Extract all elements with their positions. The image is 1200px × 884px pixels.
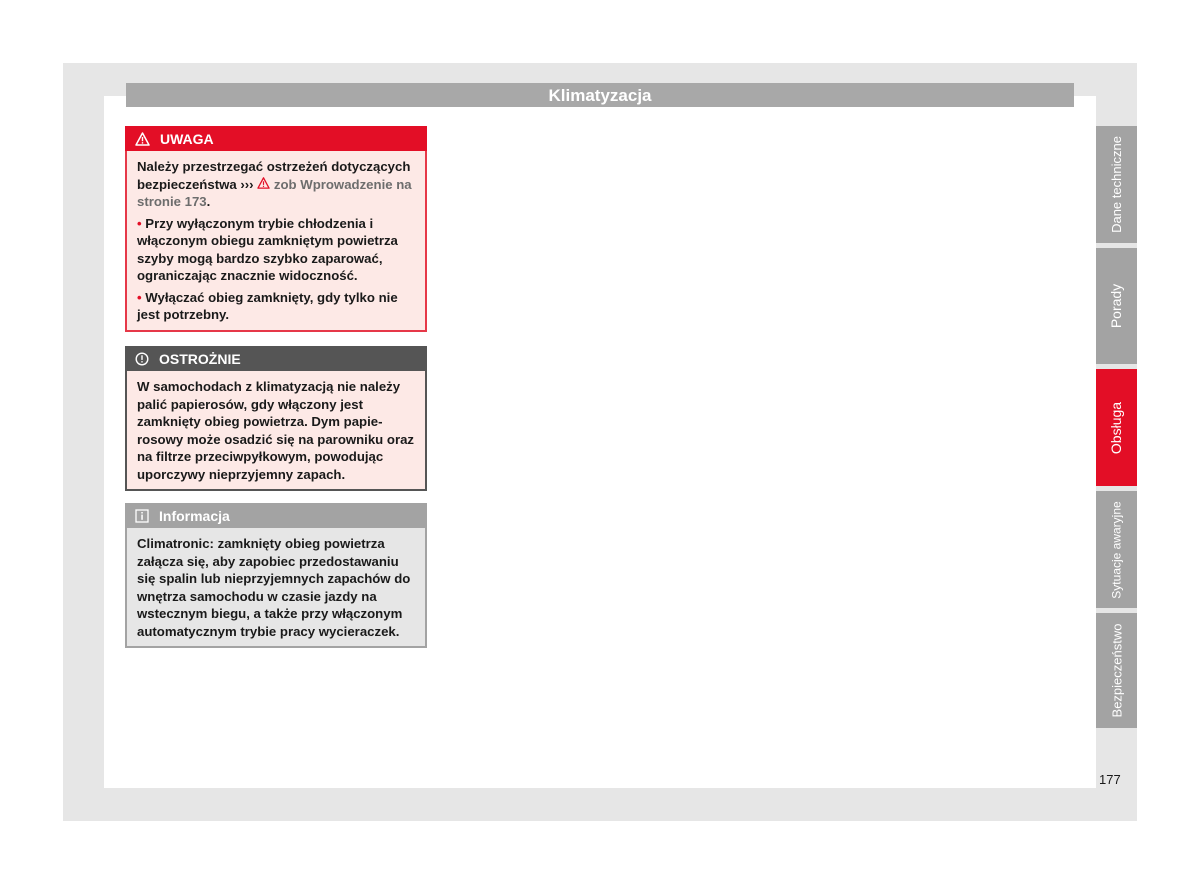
tab-bezpieczenstwo[interactable]: [1096, 613, 1137, 728]
tab-porady[interactable]: [1096, 248, 1137, 364]
page-number: 177: [1099, 772, 1121, 787]
reference-arrows: ›››: [240, 176, 254, 192]
warning-item-text: Przy wyłączonym trybie chłodzenia i włączonym obiegu zamkniętym powietrza szyby mogą bardzo szybko zaparować, ograniczając znacznie widoczność.: [137, 215, 398, 283]
tab-dane-techniczne[interactable]: [1096, 126, 1137, 243]
tab-label: Dane techniczne: [1109, 136, 1124, 233]
warning-header: [125, 126, 427, 151]
caution-header: [125, 346, 427, 371]
warning-title: UWAGA: [160, 130, 214, 147]
warning-body: [127, 151, 425, 330]
caution-title: OSTROŻNIE: [159, 350, 241, 367]
warning-intro: [137, 158, 415, 211]
info-box: [125, 503, 427, 648]
info-title: Informacja: [159, 507, 230, 524]
warning-intro-end: .: [206, 194, 211, 209]
warning-item-text: Wyłączać obieg zamknięty, gdy tylko nie jest potrzebny.: [137, 289, 398, 322]
caution-text: W samochodach z klimatyzacją nie należy palić papierosów, gdy włączony jest zamknięty obieg powietrza. Dym papierosowy może osadzić się na parowniku oraz na filtrze przeciwpyłkowym, powodując uporczywy nieprzyjemny zapach.: [137, 379, 415, 482]
tab-label: Bezpieczeństwo: [1109, 623, 1125, 718]
info-body: [127, 528, 425, 646]
info-header: [125, 503, 427, 528]
page-reference-link[interactable]: zob Wprowadzenie na stronie 173: [137, 176, 412, 209]
tab-label: Obsługa: [1108, 401, 1125, 454]
warning-item: [137, 215, 415, 285]
section-header: [126, 83, 1074, 107]
bullet-icon: •: [137, 289, 142, 305]
warning-triangle-icon: [135, 132, 150, 146]
warning-item: [137, 289, 415, 324]
caution-circle-icon: [135, 352, 149, 366]
tab-label: Sytuacje awaryjne: [1109, 500, 1124, 599]
bullet-icon: •: [137, 215, 142, 231]
info-icon: [135, 509, 149, 523]
caution-box: [125, 346, 427, 491]
section-title: Klimatyzacja: [548, 86, 652, 105]
tab-obsluga[interactable]: [1096, 369, 1137, 486]
tab-sytuacje-awaryjne[interactable]: [1096, 491, 1137, 608]
warning-reference-icon: [257, 177, 270, 189]
tab-label: Porady: [1108, 283, 1125, 329]
caution-body: [127, 371, 425, 489]
info-text: Climatronic: zamknięty obieg powietrza załącza się, aby zapobiec przedostawaniu się spalin lub nieprzyjemnych zapachów do wnętrza samochodu w czasie jazdy na wstecznym biegu, a także przy włączonym automatycznym trybie pracy wycieraczek.: [137, 536, 411, 639]
warning-intro-text: Należy przestrzegać ostrzeżeń dotyczących bezpieczeństwa: [137, 159, 411, 192]
warning-box: [125, 126, 427, 332]
